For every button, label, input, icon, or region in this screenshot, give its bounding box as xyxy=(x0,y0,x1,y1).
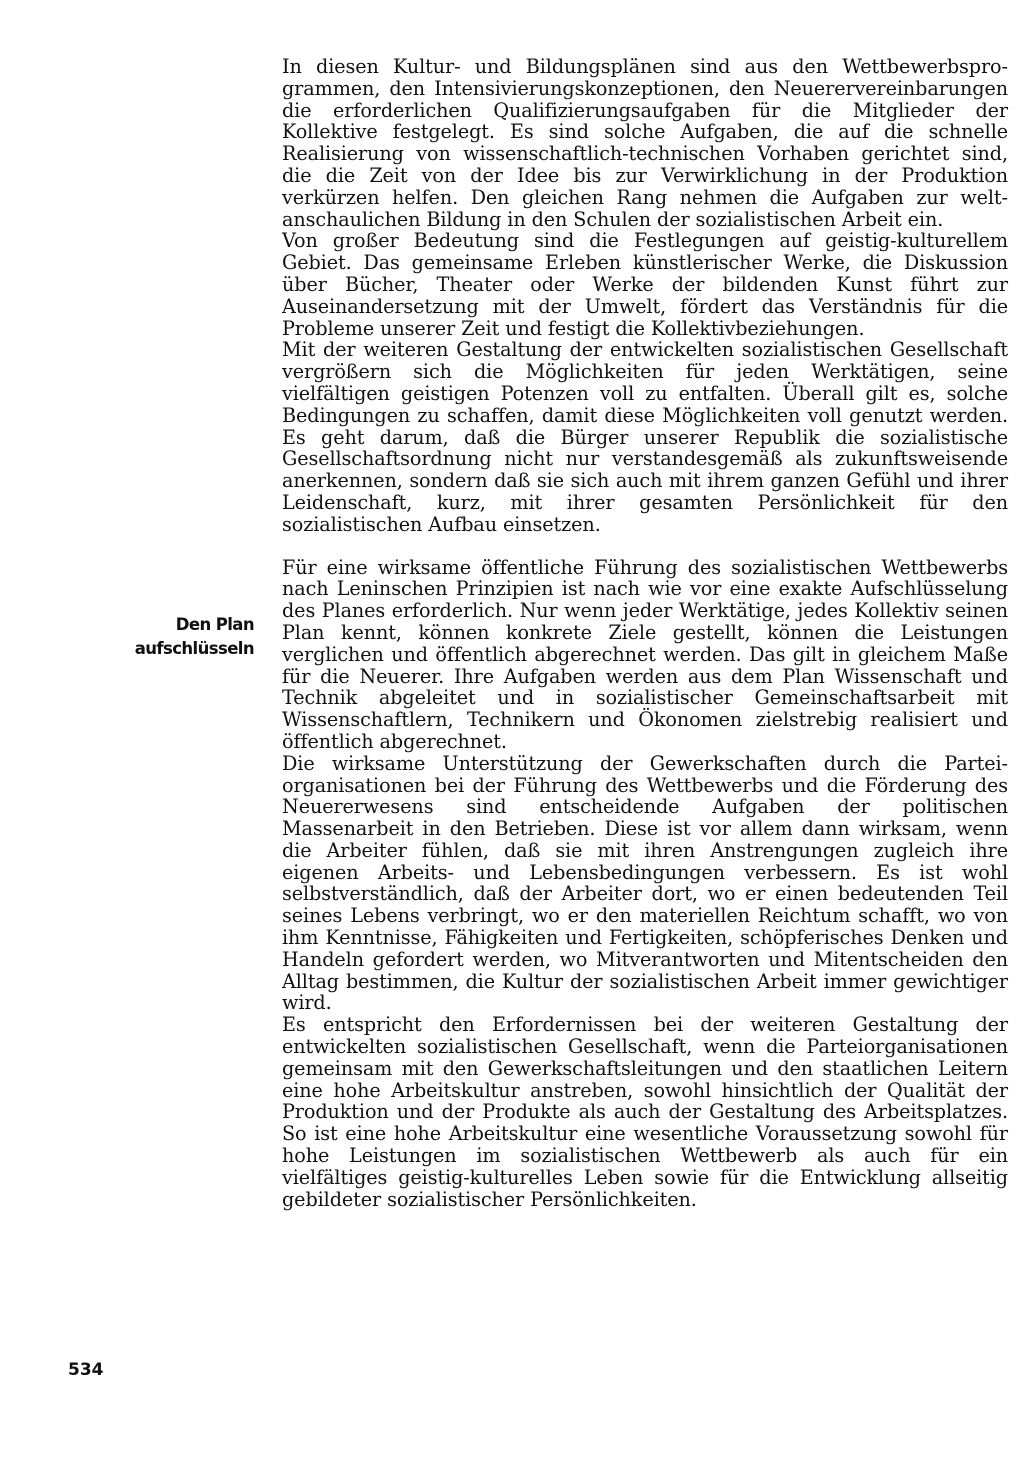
paragraph-plan-breakdown: Für eine wirksame öffentliche Führung des sozialistischen Wettbewerbs nach Leninschen Prinzipien ist nach wie vor eine exakte Aufschlüsselung des Planes erforderlich. Nur wenn jeder Werktätige, jedes Kollektiv seinen Plan kennt, können konkrete Ziele gestellt, können die Leistungen verglichen und öffentlich abgerechnet werden. Das gilt in gleichem Maße für die Neuerer. Ihre Aufgaben werden aus dem Plan Wissenschaft und Technik abgeleitet und in sozialistischer Gemeinschaftsarbeit mit Wissenschaftlern, Technikern und Ökonomen zielstrebig realisiert und öffentlich abgerechnet. xyxy=(282,555,1008,753)
margin-heading xyxy=(120,613,254,661)
page-number: 534 xyxy=(68,1360,104,1380)
paragraph-culture-plans: In diesen Kultur- und Bildungsplänen sind aus den Wettbewerbsprogrammen, den Intensivierungskonzeptionen, den Neuerervereinbarungen die erforderlichen Qualifizierungsaufgaben für die Mitglieder der Kollektive festgelegt. Es sind solche Aufgaben, die auf die schnelle Realisierung von wissenschaftlich-technischen Vorhaben gerichtet sind, die die Zeit von der Idee bis zur Verwirklichung in der Produktion verkürzen helfen. Den gleichen Rang nehmen die Aufgaben zur weltanschaulichen Bildung in den Schulen der sozialistischen Arbeit ein. xyxy=(282,55,1008,231)
paragraph-cultural-tasks: Von großer Bedeutung sind die Festlegungen auf geistig-kulturellem Gebiet. Das gemeinsame Erleben künstlerischer Werke, die Diskussion über Bücher, Theater oder Werke der bildenden Kunst führt zur Auseinandersetzung mit der Umwelt, fördert das Verständnis für die Probleme unserer Zeit und festigt die Kollektivbeziehungen. xyxy=(282,229,1008,340)
body-text-column xyxy=(282,56,1008,1210)
margin-heading-line-1: Den Plan xyxy=(175,615,254,634)
section-gap xyxy=(282,536,1008,557)
paragraph-union-support: Die wirksame Unterstützung der Gewerkschaften durch die Parteiorganisationen bei der Führung des Wettbewerbs und die Förderung des Neuererwesens sind entscheidende Aufgaben der politischen Massenarbeit in den Betrieben. Diese ist vor allem dann wirksam, wenn die Arbeiter fühlen, daß sie mit ihren Anstrengungen zugleich ihre eigenen Arbeits- und Lebensbedingungen verbessern. Es ist wohl selbstverständlich, daß der Arbeiter dort, wo er einen bedeutenden Teil seines Lebens verbringt, wo er den materiellen Reichtum schafft, wo von ihm Kenntnisse, Fähigkeiten und Fertigkeiten, schöpferisches Denken und Handeln gefordert werden, wo Mitverantworten und Mitentscheiden den Alltag bestimmen, die Kultur der sozialistischen Arbeit immer gewichtiger wird. xyxy=(282,751,1008,1015)
paragraph-socialist-society: Mit der weiteren Gestaltung der entwickelten sozialistischen Gesellschaft vergrößern sich die Möglichkeiten für jeden Werktätigen, seine vielfältigen geistigen Potenzen voll zu entfalten. Überall gilt es, solche Bedingungen zu schaffen, damit diese Möglichkeiten voll genutzt werden. Es geht darum, daß die Bürger unserer Republik die sozialistische Gesellschaftsordnung nicht nur verstandesgemäß als zukunftsweisende anerkennen, sondern daß sie sich auch mit ihrem ganzen Gefühl und ihrer Leidenschaft, kurz, mit ihrer gesamten Persönlichkeit für den sozialistischen Aufbau einsetzen. xyxy=(282,338,1008,536)
paragraph-work-culture: Es entspricht den Erfordernissen bei der weiteren Gestaltung der entwickelten sozialistischen Gesellschaft, wenn die Parteiorganisationen gemeinsam mit den Gewerkschaftsleitungen und den staatlichen Leitern eine hohe Arbeitskultur anstreben, sowohl hinsichtlich der Qualität der Produktion und der Produkte als auch der Gestaltung des Arbeitsplatzes. So ist eine hohe Arbeitskultur eine wesentliche Voraussetzung sowohl für hohe Leistungen im sozialistischen Wettbewerb als auch für ein vielfältiges geistig-kulturelles Leben sowie für die Entwicklung allseitig gebildeter sozialistischer Persönlichkeiten. xyxy=(282,1013,1008,1211)
margin-heading-line-2: aufschlüsseln xyxy=(134,639,254,658)
